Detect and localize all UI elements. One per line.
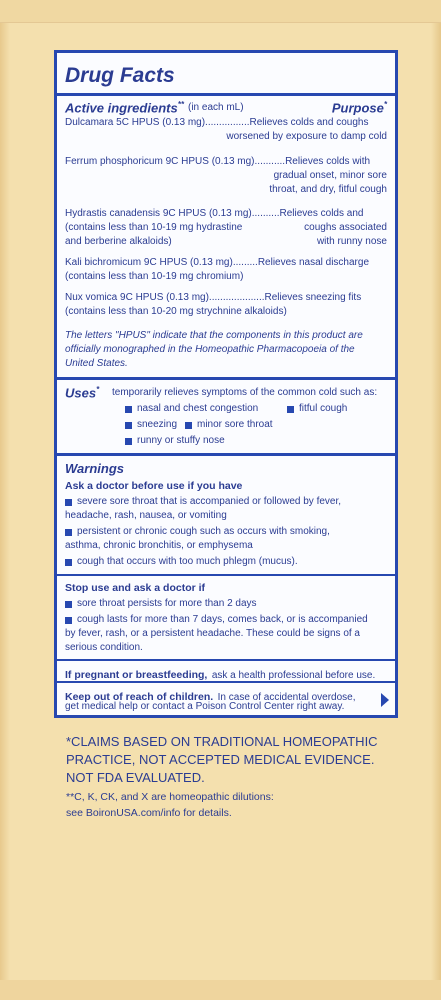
drug-facts-panel	[54, 50, 398, 718]
ask-item-1-line1: severe sore throat that is accompanied or followed by fever,	[77, 496, 342, 507]
ingredient-hydrastis-line2: (contains less than 10-19 mg hydrastine	[65, 222, 243, 233]
ask-item-2-line1: persistent or chronic cough such as occurs with smoking,	[77, 526, 330, 537]
claims-line3: NOT FDA EVALUATED.	[66, 770, 205, 785]
ingredient-hydrastis-line3: coughs associated	[304, 222, 387, 233]
ingredient-hydrastis-line5: with runny nose	[316, 236, 387, 247]
bullet-square-icon	[185, 422, 192, 429]
use-item-sore-throat: minor sore throat	[197, 419, 273, 430]
bullet-square-icon	[125, 438, 132, 445]
warnings-separator	[57, 453, 395, 456]
keep-out-line2: get medical help or contact a Poison Control Center right away.	[65, 701, 345, 712]
bullet-square-icon	[125, 422, 132, 429]
title-separator	[57, 93, 395, 96]
purpose-label: Purpose	[331, 100, 384, 116]
use-item-fitful-cough: fitful cough	[299, 403, 348, 414]
bullet-square-icon	[65, 499, 72, 506]
stop-use-heading: Stop use and ask a doctor if	[65, 582, 206, 594]
ingredient-ferrum-line2: gradual onset, minor sore	[273, 170, 387, 181]
stop-item-2-line1: cough lasts for more than 7 days, comes back, or is accompanied	[77, 614, 368, 625]
pregnant-bold: If pregnant or breastfeeding,	[65, 669, 208, 681]
bullet-square-icon	[287, 406, 294, 413]
keep-out-rest: In case of accidental overdose,	[217, 692, 356, 703]
continue-arrow-icon	[381, 693, 389, 707]
active-ingredients-sup: **	[177, 100, 184, 109]
uses-intro: temporarily relieves symptoms of the common cold such as:	[112, 387, 378, 398]
drug-facts-title: Drug Facts	[65, 64, 175, 87]
ask-doctor-heading: Ask a doctor before use if you have	[65, 480, 243, 492]
use-item-runny-nose: runny or stuffy nose	[137, 435, 225, 446]
carton-left-edge	[0, 0, 10, 1000]
hpus-note-line1: The letters "HPUS" indicate that the components in this product are	[65, 330, 363, 341]
carton-top-flap	[0, 0, 441, 23]
ingredient-hydrastis-line4: and berberine alkaloids)	[65, 236, 172, 247]
ingredient-dulcamara-line2: worsened by exposure to damp cold	[226, 131, 387, 142]
bullet-square-icon	[65, 601, 72, 608]
carton-bottom-flap	[0, 980, 441, 1000]
warnings-heading: Warnings	[65, 461, 124, 476]
ingredient-kali-line1: Kali bichromicum 9C HPUS (0.13 mg).........Relieves nasal discharge	[65, 257, 370, 268]
stop-item-2-line2: by fever, rash, or a persistent headache. These could be signs of a	[65, 628, 360, 639]
ask-item-2-line2: asthma, chronic bronchitis, or emphysema	[65, 540, 253, 551]
ask-item-3-line1: cough that occurs with too much phlegm (mucus).	[77, 556, 298, 567]
uses-separator	[57, 377, 395, 380]
keep-out-separator	[57, 681, 395, 683]
claims-line2: PRACTICE, NOT ACCEPTED MEDICAL EVIDENCE.	[66, 752, 375, 767]
ingredient-ferrum-line3: throat, and dry, fitful cough	[269, 184, 387, 195]
purpose-heading	[332, 101, 387, 114]
pregnant-separator	[57, 659, 395, 661]
ingredient-dulcamara-line1: Dulcamara 5C HPUS (0.13 mg)................Relieves colds and coughs	[65, 117, 369, 128]
hpus-note-line3: United States.	[65, 358, 128, 369]
ingredient-nux-line1: Nux vomica 9C HPUS (0.13 mg)....................Relieves sneezing fits	[65, 292, 362, 303]
bullet-square-icon	[65, 617, 72, 624]
uses-heading	[65, 386, 99, 399]
ingredient-ferrum-line1: Ferrum phosphoricum 9C HPUS (0.13 mg)...........Relieves colds with	[65, 156, 371, 167]
stop-use-separator	[57, 574, 395, 576]
keep-out-bold: Keep out of reach of children.	[65, 691, 214, 703]
dilution-note-line2: see BoironUSA.com/info for details.	[66, 807, 232, 819]
stop-item-2-line3: serious condition.	[65, 642, 143, 653]
dilution-note-line1: **C, K, CK, and X are homeopathic dilutions:	[66, 791, 274, 803]
purpose-sup: *	[383, 100, 387, 109]
uses-label: Uses	[65, 385, 97, 401]
pregnant-line	[65, 666, 375, 682]
bullet-square-icon	[125, 406, 132, 413]
use-item-congestion: nasal and chest congestion	[137, 403, 259, 414]
stop-item-1-line1: sore throat persists for more than 2 days	[77, 598, 257, 609]
bullet-square-icon	[65, 529, 72, 536]
carton-right-edge	[431, 0, 441, 1000]
active-ingredients-heading	[65, 101, 184, 114]
claims-line1: *CLAIMS BASED ON TRADITIONAL HOMEOPATHIC	[66, 734, 378, 749]
hpus-note-line2: officially monographed in the Homeopathic Pharmacopoeia of the	[65, 344, 355, 355]
bullet-square-icon	[65, 559, 72, 566]
use-item-sneezing: sneezing	[137, 419, 178, 430]
ask-item-1-line2: headache, rash, nausea, or vomiting	[65, 510, 227, 521]
ingredient-kali-line2: (contains less than 10-19 mg chromium)	[65, 271, 244, 282]
ingredient-nux-line2: (contains less than 10-20 mg strychnine alkaloids)	[65, 306, 287, 317]
pregnant-rest: ask a health professional before use.	[211, 670, 376, 681]
active-ingredients-suffix: (in each mL)	[188, 102, 244, 113]
active-ingredients-label: Active ingredients	[65, 100, 178, 116]
ingredient-hydrastis-line1: Hydrastis canadensis 9C HPUS (0.13 mg)..........Relieves colds and	[65, 208, 364, 219]
uses-sup: *	[96, 385, 100, 394]
